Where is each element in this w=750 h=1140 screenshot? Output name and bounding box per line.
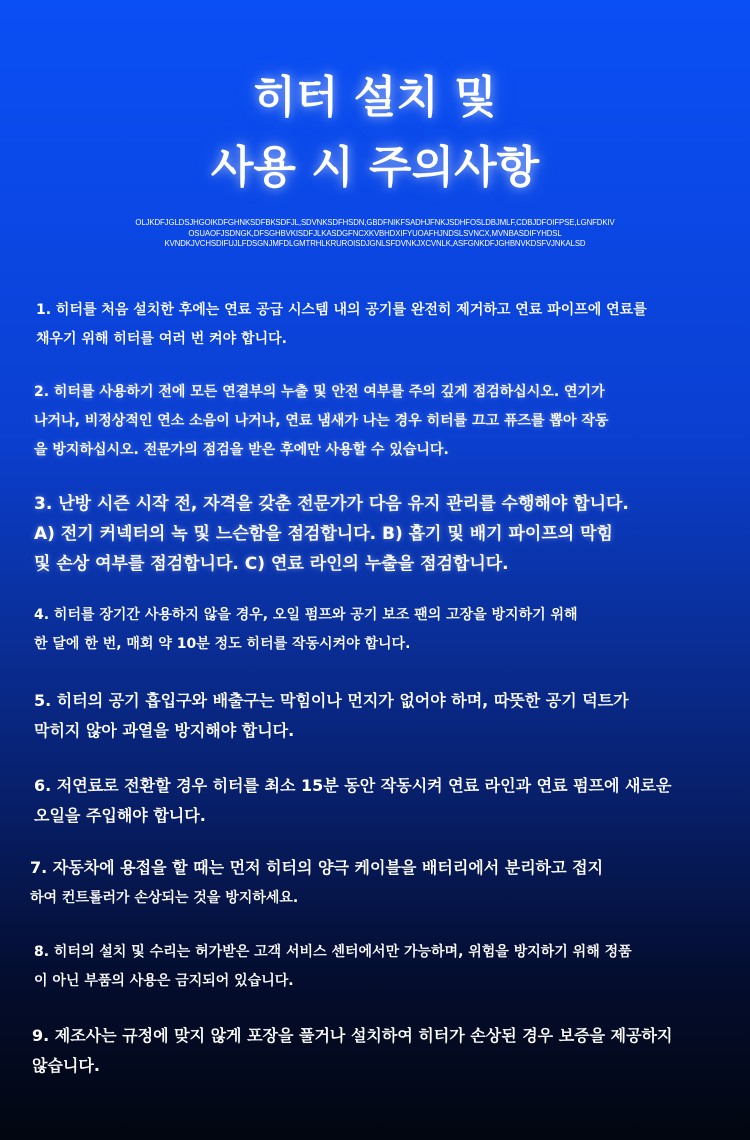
notice-line: 7. 자동차에 용접을 할 때는 먼저 히터의 양극 케이블을 배터리에서 분리하고 접지: [30, 858, 604, 877]
notice-line: 5. 히터의 공기 흡입구와 배출구는 막힘이나 먼지가 없어야 하며, 따뜻한 공기 덕트가: [34, 691, 629, 710]
notice-line: 오일을 주입해야 합니다.: [34, 806, 206, 825]
filler-line: OSUAOFJSDNGK,DFSGHBVKISDFJLKASDGFNCXKVBHDXIFYUOAFHJNDSLSVNCX,MVNBASDIFYHDSL: [188, 228, 562, 238]
notice-line: 한 달에 한 번, 매회 약 10분 정도 히터를 작동시켜야 합니다.: [34, 636, 411, 652]
notice-line: 3. 난방 시즌 시작 전, 자격을 갖춘 전문가가 다음 유지 관리를 수행해야 합니다.: [34, 494, 629, 514]
notice-item-6: [34, 771, 671, 831]
notice-item-7: [30, 853, 603, 913]
filler-line: KVNDKJVCHSDIFUJLFDSGNJMFDLGMTRHLKRUROISDJGNLSFDVNKJXCVNLK,ASFGNKDFJGHBNVKDSFVJNKALSD: [164, 239, 586, 248]
notice-line: 6. 저연료로 전환할 경우 히터를 최소 15분 동안 작동시켜 연료 라인과 연료 펌프에 새로운: [34, 776, 672, 795]
notice-line: 8. 히터의 설치 및 수리는 허가받은 고객 서비스 센터에서만 가능하며, 위험을 방지하기 위해 정품: [34, 944, 632, 960]
filler-line: OLJKDFJGLDSJHGOIKDFGHNKSDFBKSDFJL,SDVNKSDFHSDN,GBDFNIKFSADHJFNKJSDHFOSLDBJMLF,CDBJDFOIFPSE,LGNFDKIV: [135, 218, 615, 227]
notice-line: 막히지 않아 과열을 방지해야 합니다.: [34, 721, 295, 740]
notice-line: 을 방지하십시오. 전문가의 점검을 받은 후에만 사용할 수 있습니다.: [34, 442, 449, 458]
notice-line: 하여 컨트롤러가 손상되는 것을 방지하세요.: [30, 890, 299, 906]
notice-line: 및 손상 여부를 점검합니다. C) 연료 라인의 누출을 점검합니다.: [34, 554, 509, 574]
notice-item-8: [34, 938, 632, 996]
notice-item-4: [34, 601, 578, 659]
notice-item-5: [34, 686, 629, 746]
notice-line: 9. 제조사는 규정에 맞지 않게 포장을 풀거나 설치하여 히터가 손상된 경우 보증을 제공하지: [32, 1026, 673, 1045]
notice-line: 이 아닌 부품의 사용은 금지되어 있습니다.: [34, 973, 294, 989]
notice-line: 채우기 위해 히터를 여러 번 켜야 합니다.: [36, 331, 287, 347]
notice-item-1: [36, 296, 647, 354]
notice-item-2: [34, 378, 608, 465]
page-title-line1: 히터 설치 및: [253, 72, 497, 123]
notice-line: 4. 히터를 장기간 사용하지 않을 경우, 오일 펌프와 공기 보조 팬의 고장을 방지하기 위해: [34, 607, 578, 623]
notice-item-9: [32, 1021, 672, 1081]
notice-item-3: [34, 489, 629, 579]
notice-line: 않습니다.: [32, 1056, 100, 1075]
filler-text: [0, 218, 750, 250]
notice-line: 2. 히터를 사용하기 전에 모든 연결부의 누출 및 안전 여부를 주의 깊게 점검하십시오. 연기가: [34, 384, 605, 400]
page-title-line2: 사용 시 주의사항: [210, 142, 540, 193]
notice-line: A) 전기 커넥터의 녹 및 느슨함을 점검합니다. B) 흡기 및 배기 파이프의 막힘: [34, 524, 613, 544]
notice-line: 1. 히터를 처음 설치한 후에는 연료 공급 시스템 내의 공기를 완전히 제거하고 연료 파이프에 연료를: [36, 302, 647, 318]
notice-line: 나거나, 비정상적인 연소 소음이 나거나, 연료 냄새가 나는 경우 히터를 끄고 퓨즈를 뽑아 작동: [34, 413, 609, 429]
